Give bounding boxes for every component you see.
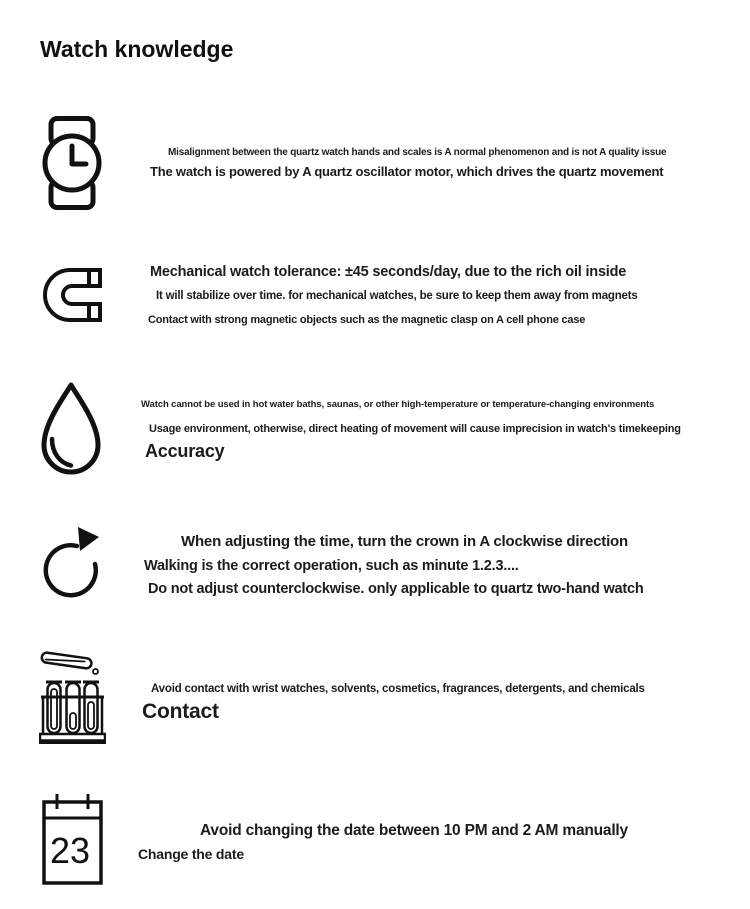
section-line: Walking is the correct operation, such as minute 1.2.3.... <box>144 558 519 574</box>
section-line: Usage environment, otherwise, direct heating of movement will cause imprecision in watch's timekeeping <box>149 423 681 435</box>
section-line: The watch is powered by A quartz oscillator motor, which drives the quartz movement <box>150 164 664 179</box>
section-line: Contact <box>142 700 219 723</box>
section-line: It will stabilize over time. for mechanical watches, be sure to keep them away from magnets <box>156 290 638 302</box>
water-drop-icon <box>40 381 102 480</box>
calendar-icon <box>42 794 103 885</box>
section-line: Contact with strong magnetic objects such as the magnetic clasp on A cell phone case <box>148 314 586 326</box>
section-line: Watch cannot be used in hot water baths, saunas, or other high-temperature or temperature-changing environments <box>141 399 655 410</box>
section-line: Avoid contact with wrist watches, solvents, cosmetics, fragrances, detergents, and chemicals <box>151 683 645 695</box>
section-line: When adjusting the time, turn the crown in A clockwise direction <box>181 533 628 550</box>
calendar-day-number: 23 <box>49 830 91 871</box>
section-line: Misalignment between the quartz watch hands and scales is A normal phenomenon and is not A quality issue <box>168 147 667 158</box>
section-line: Mechanical watch tolerance: ±45 seconds/day, due to the rich oil inside <box>150 264 627 280</box>
clockwise-rotation-icon <box>42 525 102 607</box>
test-tubes-icon <box>39 650 106 744</box>
wrist-watch-icon <box>42 116 102 210</box>
section-line: Avoid changing the date between 10 PM and 2 AM manually <box>200 822 628 839</box>
section-line: Do not adjust counterclockwise. only applicable to quartz two-hand watch <box>148 581 644 597</box>
magnet-icon <box>43 268 102 322</box>
page-title: Watch knowledge <box>40 36 234 62</box>
section-line: Accuracy <box>145 441 225 461</box>
section-line: Change the date <box>138 846 244 862</box>
